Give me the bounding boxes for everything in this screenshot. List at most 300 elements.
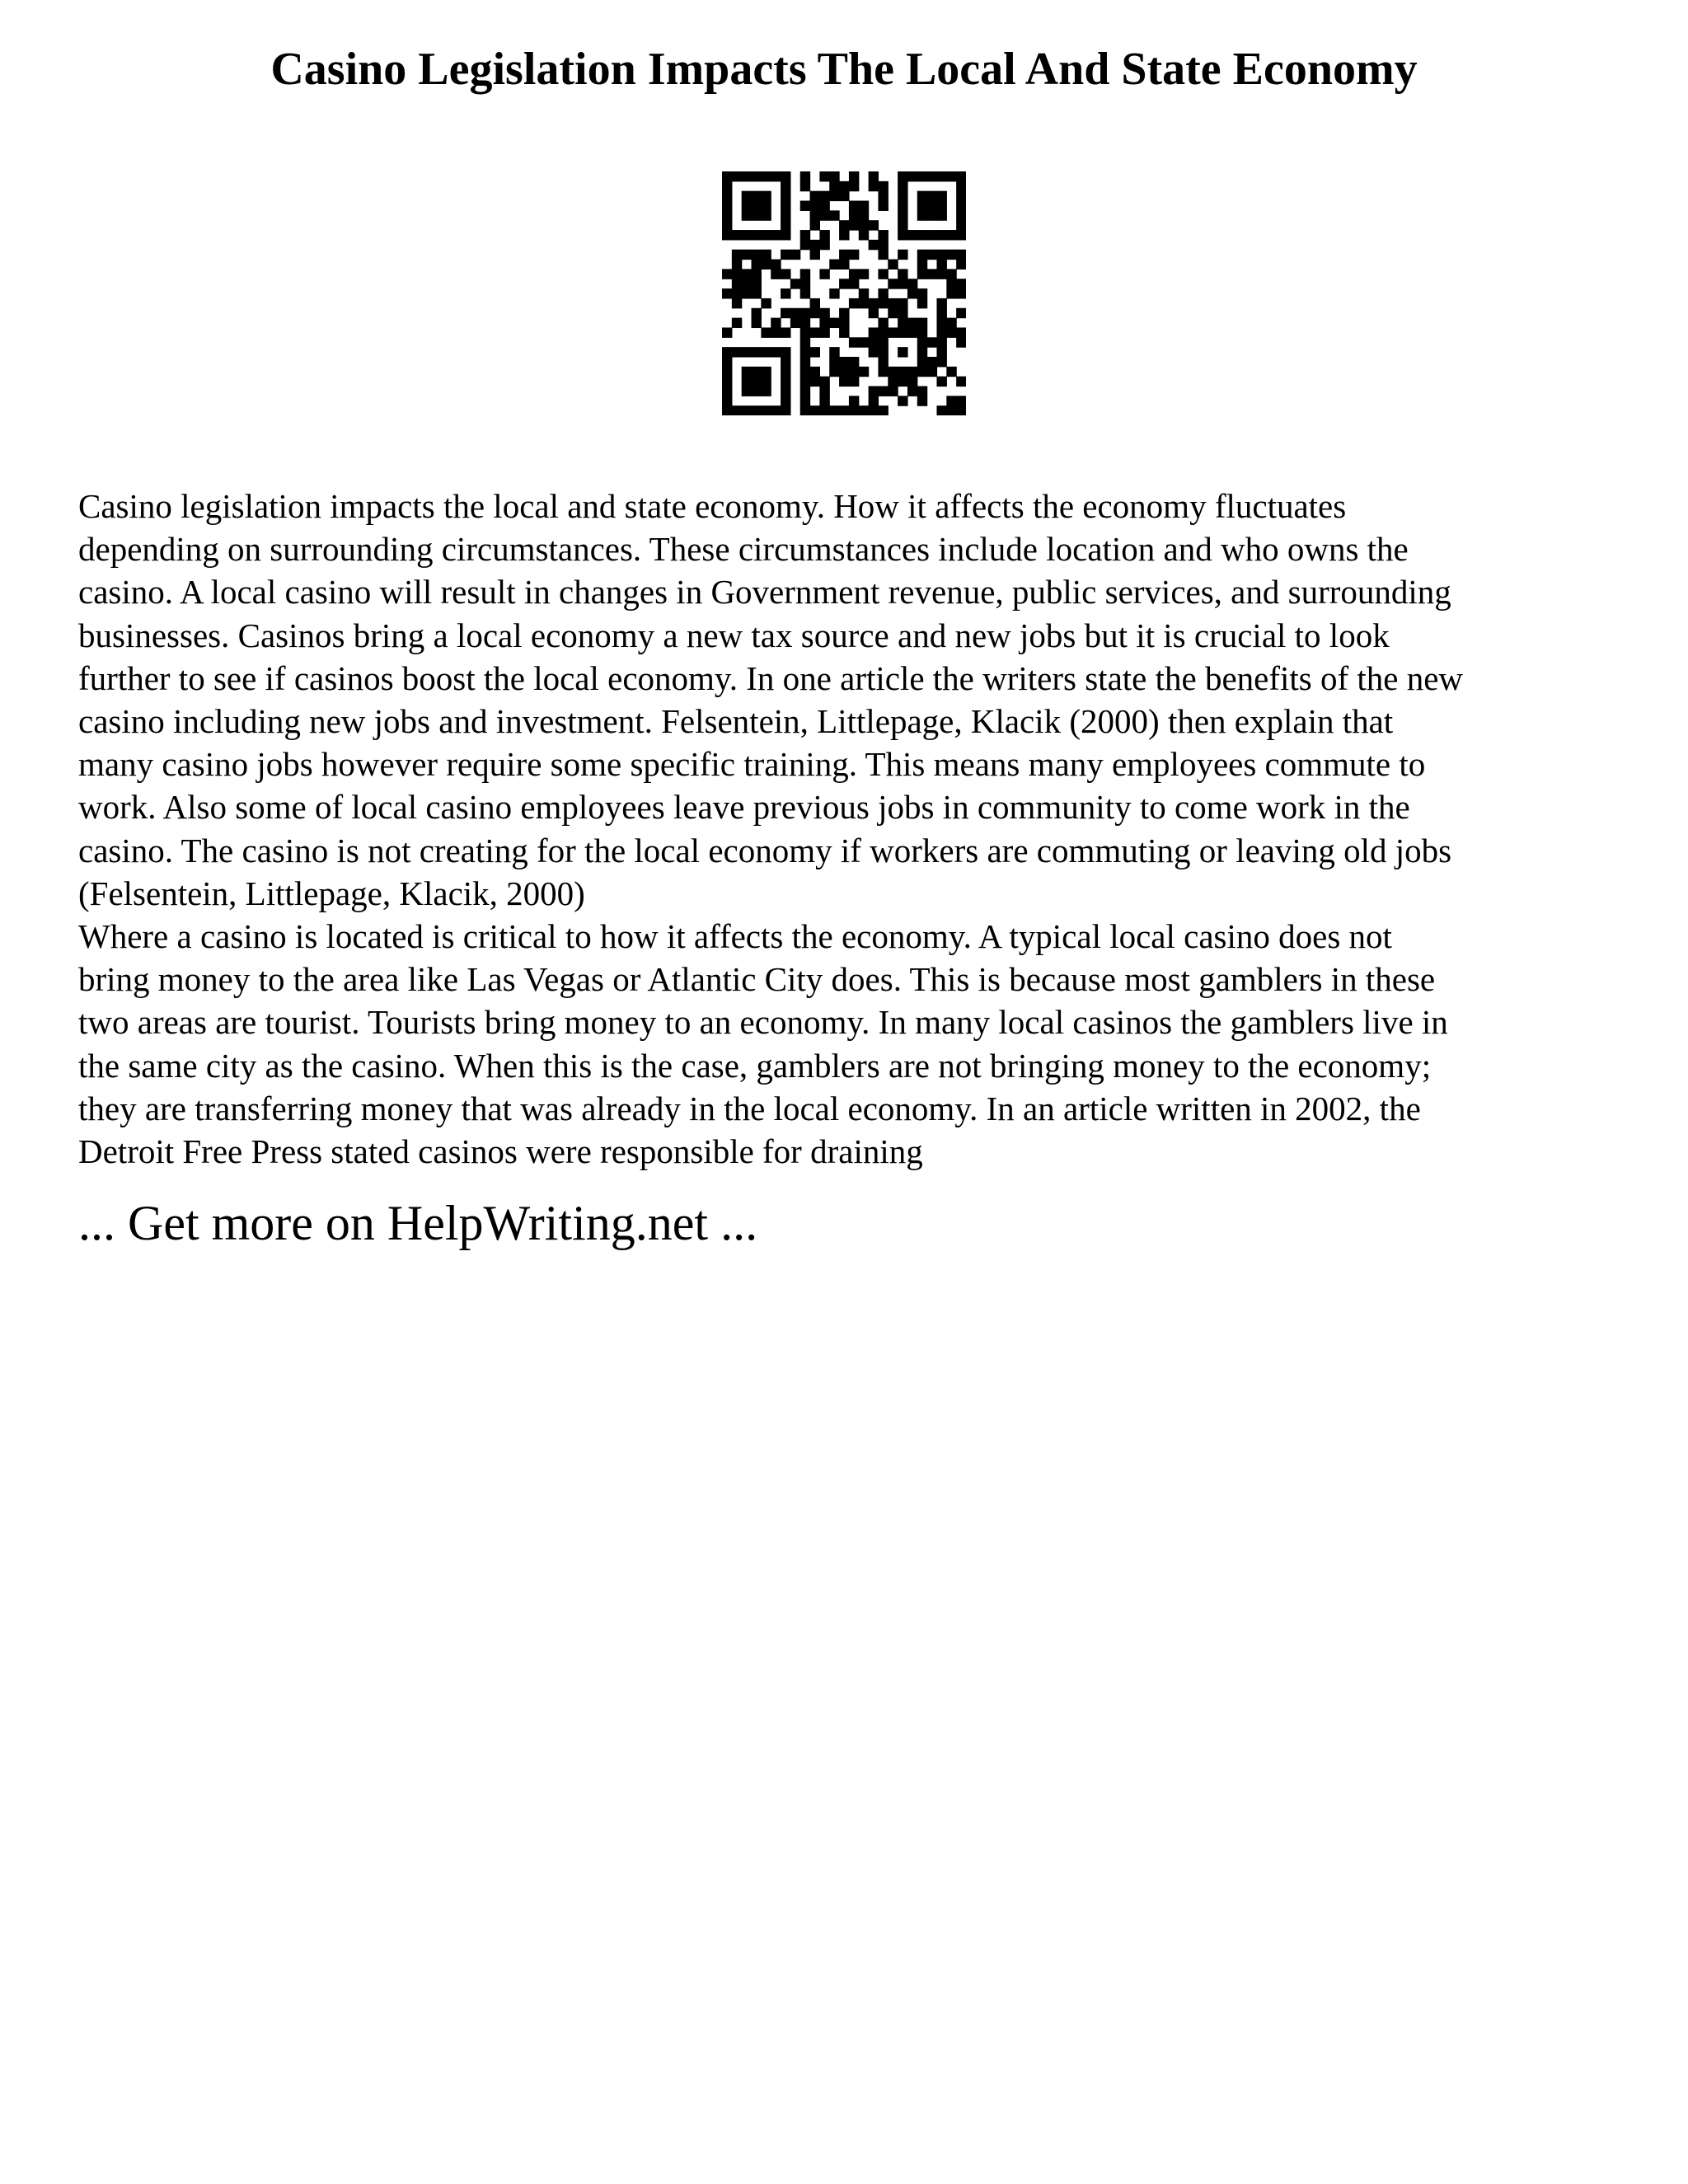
qr-module xyxy=(936,269,946,279)
qr-module xyxy=(819,240,829,250)
qr-module xyxy=(869,220,879,230)
qr-module xyxy=(732,269,742,279)
qr-module xyxy=(898,171,907,181)
qr-module xyxy=(849,171,859,181)
qr-module xyxy=(742,405,752,415)
qr-module xyxy=(917,191,927,201)
qr-module xyxy=(927,337,937,347)
qr-module xyxy=(810,405,820,415)
qr-module xyxy=(917,201,927,211)
qr-module xyxy=(800,386,810,396)
qr-module xyxy=(898,298,907,308)
qr-module xyxy=(800,308,810,318)
qr-module xyxy=(781,327,790,337)
qr-module xyxy=(771,347,781,357)
qr-module xyxy=(878,240,888,250)
get-more-link[interactable]: ... Get more on HelpWriting.net ... xyxy=(78,1196,758,1250)
qr-module xyxy=(800,230,810,240)
qr-module xyxy=(917,171,927,181)
qr-module xyxy=(722,367,732,377)
qr-module xyxy=(898,396,907,405)
qr-module xyxy=(936,191,946,201)
qr-module xyxy=(869,181,879,191)
qr-module xyxy=(732,171,742,181)
qr-module xyxy=(888,377,898,387)
qr-module xyxy=(956,377,966,387)
qr-module xyxy=(849,396,859,405)
qr-module xyxy=(752,288,762,298)
qr-module xyxy=(917,386,927,396)
qr-module xyxy=(898,201,907,211)
qr-module xyxy=(829,367,839,377)
qr-module xyxy=(956,327,966,337)
qr-module xyxy=(742,269,752,279)
qr-module xyxy=(752,347,762,357)
body-line: Detroit Free Press stated casinos were responsible for draining xyxy=(78,1132,923,1171)
qr-module xyxy=(898,367,907,377)
qr-module xyxy=(761,377,771,387)
qr-module xyxy=(781,220,790,230)
qr-module xyxy=(732,288,742,298)
qr-module xyxy=(898,279,907,288)
body-line: bring money to the area like Las Vegas or Atlantic City does. This is because most gamblers in these xyxy=(78,960,1436,999)
qr-module xyxy=(946,279,956,288)
qr-module xyxy=(849,201,859,211)
qr-module xyxy=(917,269,927,279)
qr-module xyxy=(722,357,732,367)
qr-module xyxy=(907,377,917,387)
qr-code-icon xyxy=(722,171,966,415)
page-title: Casino Legislation Impacts The Local And State Economy xyxy=(270,44,1418,95)
qr-module xyxy=(956,396,966,405)
qr-module xyxy=(819,201,829,211)
qr-module xyxy=(907,327,917,337)
qr-module xyxy=(839,191,849,201)
qr-module xyxy=(819,396,829,405)
qr-module xyxy=(732,230,742,240)
qr-module xyxy=(800,181,810,191)
qr-module xyxy=(742,347,752,357)
qr-module xyxy=(936,230,946,240)
qr-module xyxy=(878,347,888,357)
body-line: work. Also some of local casino employees leave previous jobs in community to come work in the xyxy=(78,788,1410,827)
qr-module xyxy=(819,269,829,279)
qr-module xyxy=(878,269,888,279)
qr-module xyxy=(936,308,946,318)
qr-module xyxy=(907,288,917,298)
qr-module xyxy=(839,220,849,230)
qr-module xyxy=(907,279,917,288)
qr-module xyxy=(917,367,927,377)
qr-module xyxy=(761,327,771,337)
qr-module xyxy=(888,327,898,337)
qr-module xyxy=(917,327,927,337)
qr-module xyxy=(771,318,781,328)
body-line: depending on surrounding circumstances. These circumstances include location and who owns the xyxy=(78,530,1409,569)
qr-module xyxy=(839,357,849,367)
qr-module xyxy=(771,260,781,269)
qr-module xyxy=(732,260,742,269)
qr-module xyxy=(800,279,810,288)
qr-module xyxy=(936,337,946,347)
qr-module xyxy=(810,201,820,211)
qr-module xyxy=(859,230,869,240)
qr-module xyxy=(907,230,917,240)
qr-module xyxy=(781,201,790,211)
qr-module xyxy=(936,298,946,308)
qr-module xyxy=(956,250,966,260)
qr-module xyxy=(752,260,762,269)
qr-module xyxy=(898,308,907,318)
qr-module xyxy=(781,210,790,220)
qr-module xyxy=(917,337,927,347)
qr-module xyxy=(829,288,839,298)
qr-module xyxy=(946,230,956,240)
qr-module xyxy=(742,171,752,181)
qr-module xyxy=(819,377,829,387)
qr-module xyxy=(849,220,859,230)
qr-module xyxy=(878,357,888,367)
qr-module xyxy=(732,318,742,328)
qr-module xyxy=(761,405,771,415)
qr-module xyxy=(956,181,966,191)
qr-module xyxy=(722,288,732,298)
qr-module xyxy=(888,279,898,288)
qr-module xyxy=(898,181,907,191)
qr-module xyxy=(781,377,790,387)
qr-module xyxy=(781,357,790,367)
qr-module xyxy=(878,288,888,298)
qr-module xyxy=(761,260,771,269)
qr-module xyxy=(859,288,869,298)
qr-module xyxy=(761,230,771,240)
qr-module xyxy=(761,250,771,260)
qr-module xyxy=(810,250,820,260)
qr-module xyxy=(781,171,790,181)
body-line: (Felsentein, Littlepage, Klacik, 2000) xyxy=(78,874,585,912)
body-line: casino. A local casino will result in changes in Government revenue, public services, and surrounding xyxy=(78,573,1451,612)
qr-module xyxy=(927,269,937,279)
qr-module xyxy=(829,191,839,201)
qr-module xyxy=(849,279,859,288)
qr-module xyxy=(781,386,790,396)
qr-module xyxy=(907,367,917,377)
qr-module xyxy=(936,357,946,367)
qr-module xyxy=(917,260,927,269)
qr-module xyxy=(829,347,839,357)
qr-module xyxy=(800,269,810,279)
qr-module xyxy=(898,220,907,230)
qr-module xyxy=(878,337,888,347)
qr-module xyxy=(907,318,917,328)
qr-module xyxy=(800,396,810,405)
qr-module xyxy=(946,250,956,260)
qr-module xyxy=(839,318,849,328)
qr-module xyxy=(761,191,771,201)
qr-module xyxy=(829,405,839,415)
qr-module xyxy=(839,367,849,377)
qr-module xyxy=(849,181,859,191)
qr-module xyxy=(927,357,937,367)
body-text xyxy=(78,485,1628,1173)
qr-module xyxy=(722,191,732,201)
qr-module xyxy=(781,269,790,279)
qr-module xyxy=(752,367,762,377)
qr-module xyxy=(722,171,732,181)
qr-module xyxy=(752,171,762,181)
qr-module xyxy=(849,250,859,260)
qr-module xyxy=(898,250,907,260)
qr-module xyxy=(722,269,732,279)
qr-module xyxy=(917,230,927,240)
qr-module xyxy=(956,337,966,347)
qr-module xyxy=(927,191,937,201)
qr-module xyxy=(742,288,752,298)
qr-module xyxy=(790,318,800,328)
qr-module xyxy=(956,288,966,298)
qr-module xyxy=(888,308,898,318)
qr-module xyxy=(869,347,879,357)
qr-module xyxy=(752,210,762,220)
qr-module xyxy=(839,181,849,191)
qr-module xyxy=(956,191,966,201)
qr-module xyxy=(917,396,927,405)
qr-module xyxy=(752,201,762,211)
qr-module xyxy=(878,191,888,201)
qr-module xyxy=(810,327,820,337)
qr-module xyxy=(869,308,879,318)
qr-module xyxy=(781,405,790,415)
qr-module xyxy=(761,201,771,211)
qr-module xyxy=(946,396,956,405)
qr-module xyxy=(936,210,946,220)
qr-module xyxy=(936,201,946,211)
qr-module xyxy=(907,171,917,181)
qr-module xyxy=(878,230,888,240)
qr-module xyxy=(722,327,732,337)
qr-module xyxy=(936,171,946,181)
qr-module xyxy=(849,367,859,377)
qr-module xyxy=(946,288,956,298)
body-line: they are transferring money that was already in the local economy. In an article written in 2002, the xyxy=(78,1089,1421,1127)
qr-module xyxy=(878,250,888,260)
qr-module xyxy=(800,367,810,377)
qr-module xyxy=(829,357,839,367)
qr-module xyxy=(800,288,810,298)
qr-module xyxy=(781,288,790,298)
qr-module xyxy=(956,230,966,240)
qr-module xyxy=(790,279,800,288)
qr-module xyxy=(800,327,810,337)
qr-module xyxy=(742,191,752,201)
qr-module xyxy=(849,405,859,415)
qr-module xyxy=(927,250,937,260)
qr-module xyxy=(927,367,937,377)
qr-module xyxy=(810,210,820,220)
qr-module xyxy=(878,298,888,308)
qr-module xyxy=(859,337,869,347)
qr-module xyxy=(742,250,752,260)
qr-module xyxy=(936,250,946,260)
qr-module xyxy=(781,230,790,240)
body-line: two areas are tourist. Tourists bring money to an economy. In many local casinos the gamblers live in xyxy=(78,1003,1448,1042)
qr-module xyxy=(898,347,907,357)
qr-module xyxy=(722,396,732,405)
qr-module xyxy=(781,191,790,201)
qr-module xyxy=(771,405,781,415)
qr-module xyxy=(859,220,869,230)
qr-module xyxy=(917,210,927,220)
qr-module xyxy=(869,396,879,405)
qr-module xyxy=(869,386,879,396)
body-line: businesses. Casinos bring a local economy a new tax source and new jobs but it is crucial to look xyxy=(78,616,1390,654)
qr-module xyxy=(898,327,907,337)
qr-module xyxy=(752,230,762,240)
qr-module xyxy=(839,230,849,240)
qr-module xyxy=(956,201,966,211)
qr-module xyxy=(742,367,752,377)
qr-module xyxy=(722,210,732,220)
qr-module xyxy=(819,210,829,220)
qr-module xyxy=(800,240,810,250)
qr-module xyxy=(956,405,966,415)
qr-module xyxy=(752,377,762,387)
qr-module xyxy=(829,260,839,269)
qr-module xyxy=(946,171,956,181)
qr-module xyxy=(956,308,966,318)
qr-module xyxy=(722,181,732,191)
qr-module xyxy=(869,405,879,415)
qr-module xyxy=(917,298,927,308)
qr-module xyxy=(829,181,839,191)
qr-module xyxy=(761,386,771,396)
qr-module xyxy=(946,318,956,328)
qr-module xyxy=(742,279,752,288)
qr-module xyxy=(878,327,888,337)
qr-module xyxy=(917,288,927,298)
body-line: many casino jobs however require some specific training. This means many employees commute to xyxy=(78,745,1426,784)
qr-module xyxy=(888,386,898,396)
qr-module xyxy=(936,347,946,357)
qr-module xyxy=(859,210,869,220)
qr-module xyxy=(927,210,937,220)
qr-module xyxy=(956,279,966,288)
qr-module xyxy=(878,181,888,191)
qr-module xyxy=(752,191,762,201)
qr-module xyxy=(927,230,937,240)
qr-module xyxy=(800,171,810,181)
qr-module xyxy=(849,298,859,308)
qr-module xyxy=(888,367,898,377)
qr-module xyxy=(859,405,869,415)
qr-module xyxy=(917,318,927,328)
qr-module xyxy=(849,210,859,220)
qr-module xyxy=(810,367,820,377)
qr-module xyxy=(956,260,966,269)
qr-module xyxy=(800,318,810,328)
qr-module xyxy=(781,347,790,357)
qr-module xyxy=(752,279,762,288)
qr-module xyxy=(752,308,762,318)
qr-module xyxy=(917,347,927,357)
qr-module xyxy=(878,318,888,328)
qr-module xyxy=(732,298,742,308)
qr-module xyxy=(859,269,869,279)
qr-module xyxy=(878,405,888,415)
qr-module xyxy=(722,230,732,240)
qr-module xyxy=(810,220,820,230)
qr-module xyxy=(888,298,898,308)
qr-module xyxy=(956,210,966,220)
qr-module xyxy=(819,327,829,337)
body-line: further to see if casinos boost the local economy. In one article the writers state the benefits of the new xyxy=(78,658,1464,697)
qr-module xyxy=(869,337,879,347)
qr-module xyxy=(800,201,810,211)
qr-module xyxy=(859,201,869,211)
qr-module xyxy=(800,347,810,357)
qr-module xyxy=(722,201,732,211)
qr-module xyxy=(771,327,781,337)
qr-module xyxy=(859,367,869,377)
qr-module xyxy=(732,405,742,415)
qr-module xyxy=(781,367,790,377)
qr-module xyxy=(781,396,790,405)
qr-module xyxy=(819,318,829,328)
qr-module xyxy=(936,377,946,387)
qr-module xyxy=(839,308,849,318)
qr-code-image xyxy=(722,171,966,415)
qr-module xyxy=(819,171,829,181)
qr-module xyxy=(888,260,898,269)
qr-module xyxy=(752,318,762,328)
qr-module xyxy=(869,240,879,250)
qr-module xyxy=(936,318,946,328)
qr-module xyxy=(781,181,790,191)
body-line: the same city as the casino. When this is the case, gamblers are not bringing money to the economy; xyxy=(78,1046,1432,1085)
qr-module xyxy=(839,260,849,269)
qr-module xyxy=(752,269,762,279)
qr-module xyxy=(946,269,956,279)
qr-module xyxy=(742,210,752,220)
qr-module xyxy=(829,210,839,220)
qr-module xyxy=(732,250,742,260)
qr-module xyxy=(800,357,810,367)
qr-module xyxy=(810,298,820,308)
qr-module xyxy=(927,171,937,181)
body-line: casino. The casino is not creating for the local economy if workers are commuting or leaving old jobs xyxy=(78,831,1452,869)
qr-module xyxy=(722,347,732,357)
qr-module xyxy=(898,318,907,328)
qr-module xyxy=(898,377,907,387)
qr-module xyxy=(839,279,849,288)
qr-module xyxy=(869,298,879,308)
qr-module xyxy=(927,201,937,211)
qr-module xyxy=(819,308,829,318)
qr-module xyxy=(761,210,771,220)
qr-module xyxy=(946,367,956,377)
qr-module xyxy=(829,318,839,328)
qr-module xyxy=(752,250,762,260)
qr-module xyxy=(878,386,888,396)
qr-module xyxy=(742,386,752,396)
qr-module xyxy=(722,386,732,396)
qr-module xyxy=(839,377,849,387)
qr-module xyxy=(869,171,879,181)
qr-module xyxy=(819,386,829,396)
qr-module xyxy=(722,405,732,415)
body-line: Where a casino is located is critical to how it affects the economy. A typical local casino does not xyxy=(78,917,1392,956)
qr-module xyxy=(849,357,859,367)
